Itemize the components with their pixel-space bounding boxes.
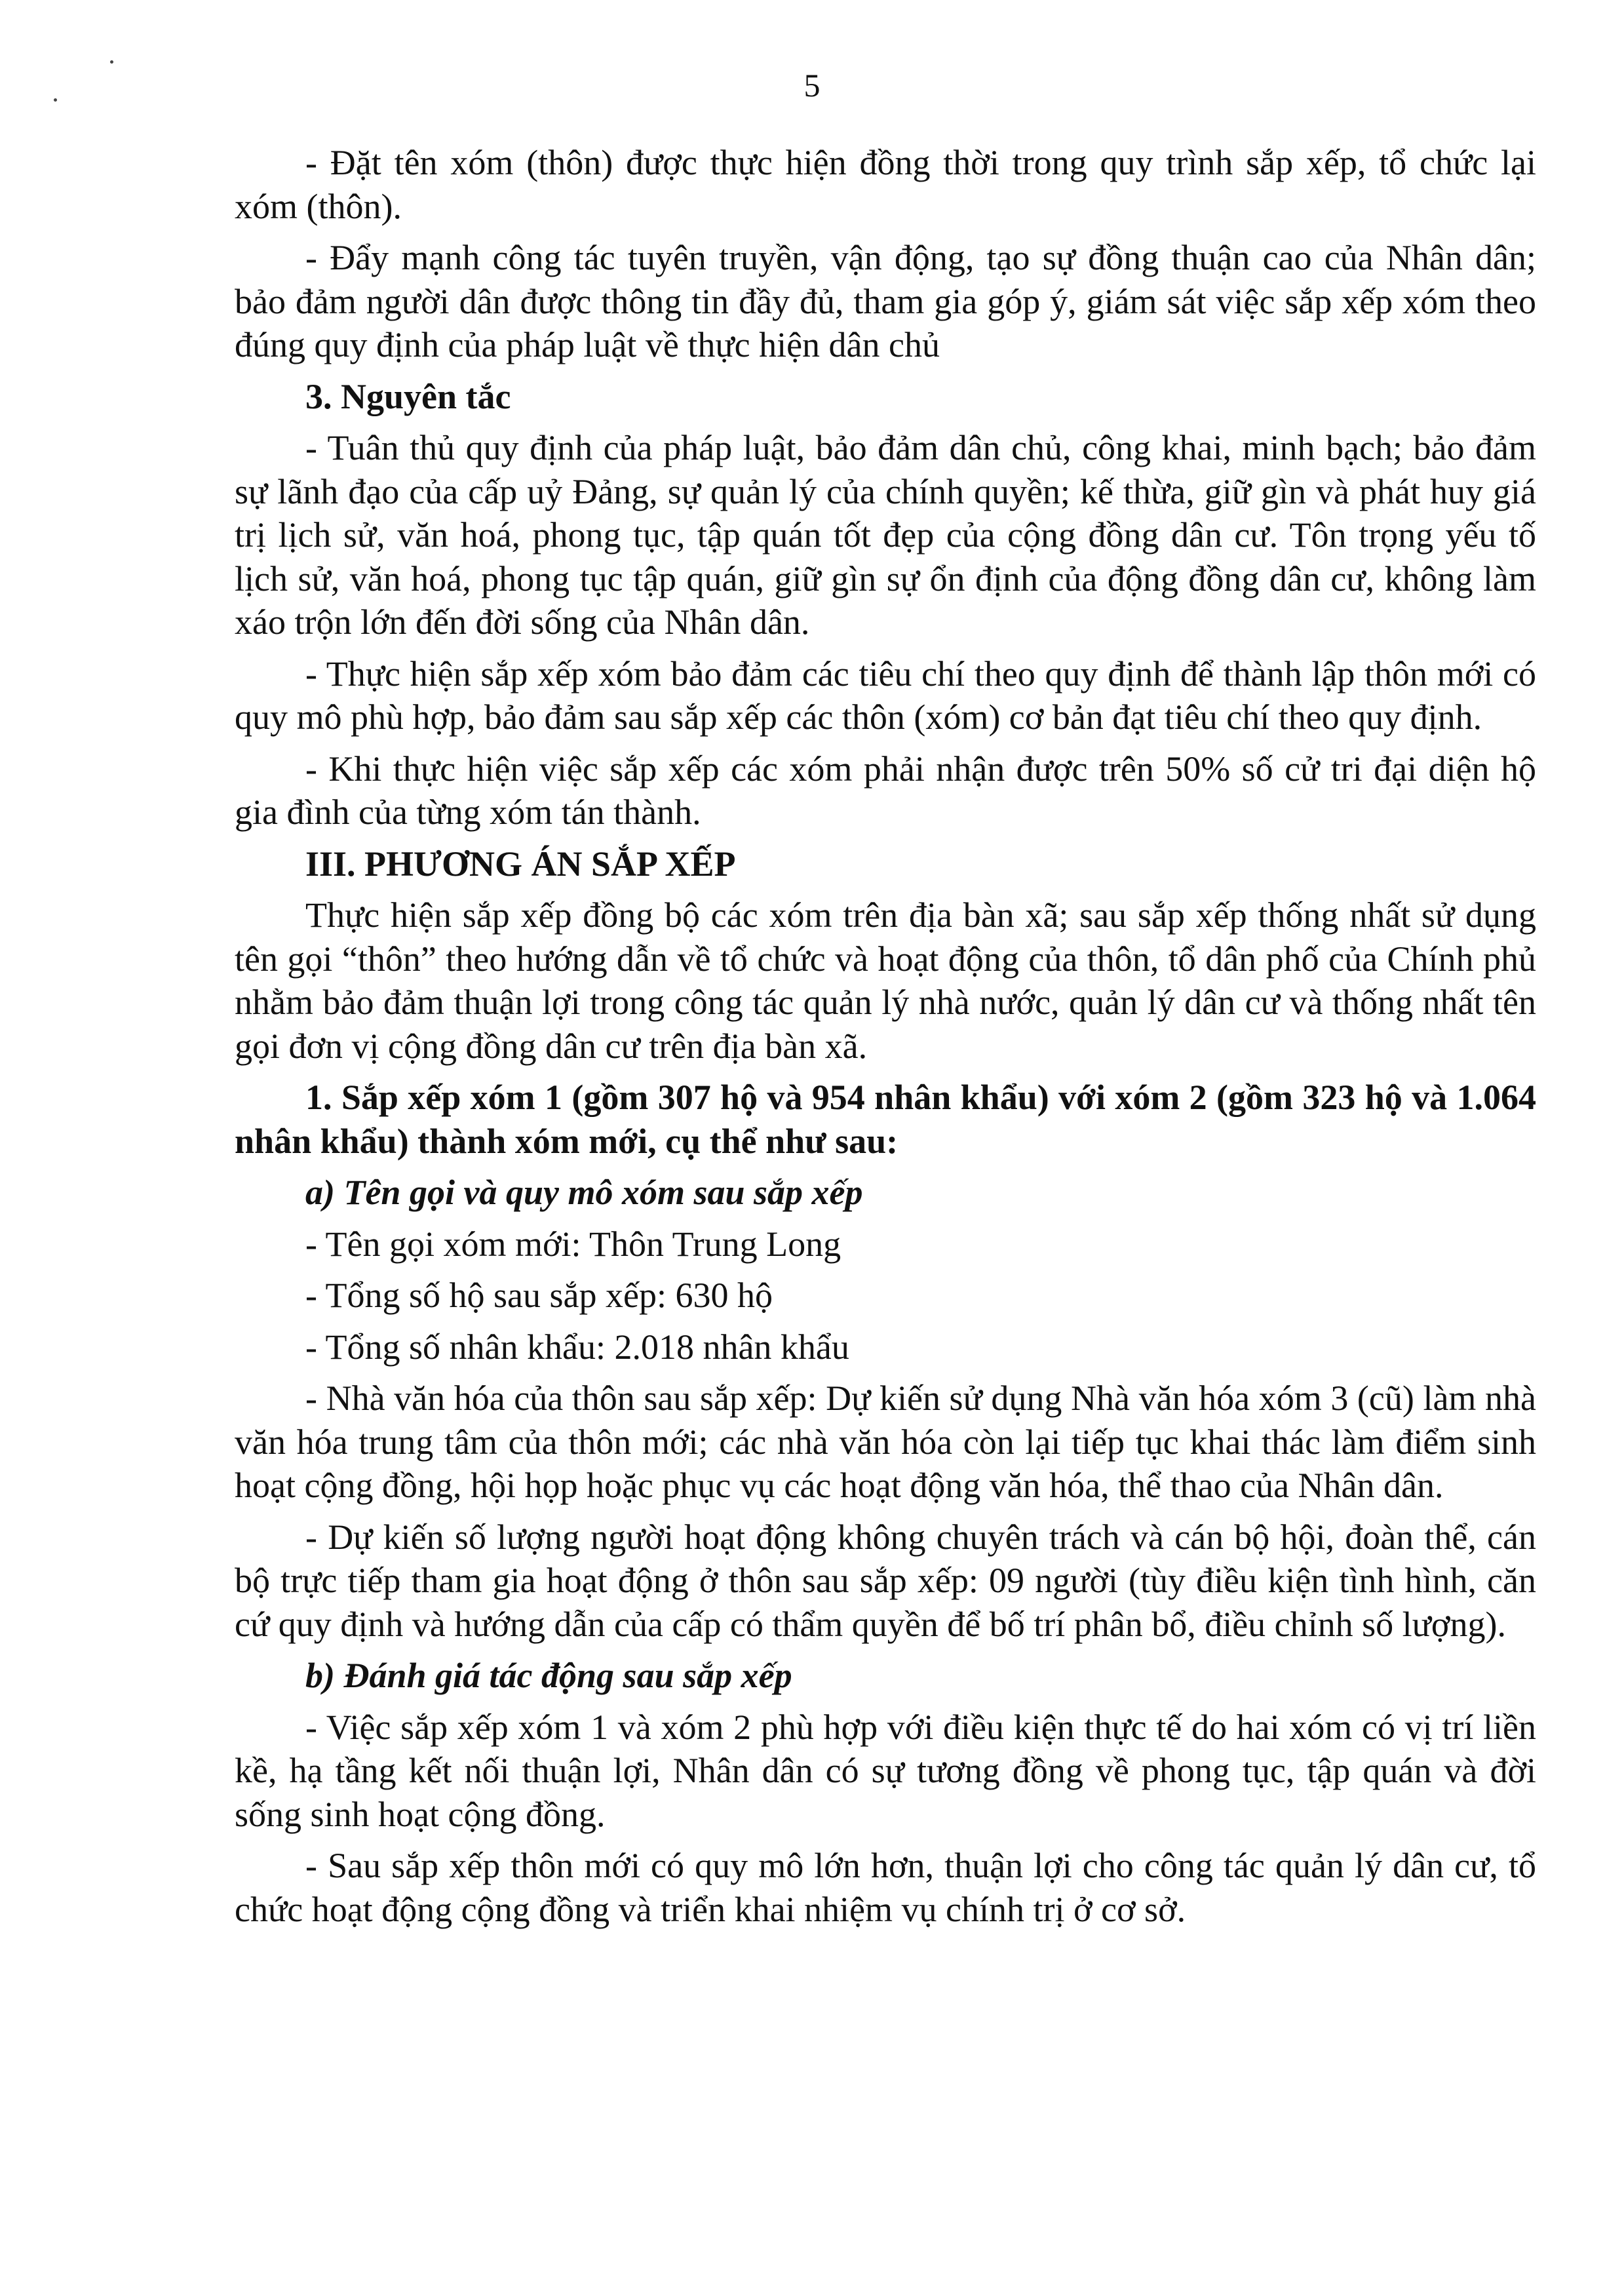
paragraph-criteria: - Thực hiện sắp xếp xóm bảo đảm các tiêu chí theo quy định để thành lập thôn mới có quy mô phù hợp, bảo đảm sau sắp xếp các thôn (xóm) cơ bản đạt tiêu chí theo quy định. [235, 654, 1536, 737]
page-number: 5 [803, 67, 821, 104]
section-heading-plan: III. PHƯƠNG ÁN SẮP XẾP [305, 844, 736, 884]
paragraph-population: - Tổng số nhân khẩu: 2.018 nhân khẩu [305, 1327, 849, 1367]
paragraph-impact-suitability: - Việc sắp xếp xóm 1 và xóm 2 phù hợp với điều kiện thực tế do hai xóm có vị trí liền kề, hạ tầng kết nối thuận lợi, Nhân dân có sự tương đồng về phong tục, tập quán và đời sống sinh hoạt cộng đồng. [235, 1707, 1536, 1834]
paragraph-compliance: - Tuân thủ quy định của pháp luật, bảo đảm dân chủ, công khai, minh bạch; bảo đảm sự lãnh đạo của cấp uỷ Đảng, sự quản lý của chính quyền; kế thừa, giữ gìn và phát huy giá trị lịch sử, văn hoá, phong tục, tập quán tốt đẹp của cộng đồng dân cư. Tôn trọng yếu tố lịch sử, văn hoá, phong tục tập quán, giữ gìn sự ổn định của động đồng dân cư, không làm xáo trộn lớn đến đời sống của Nhân dân. [235, 428, 1536, 642]
paragraph-naming: - Đặt tên xóm (thôn) được thực hiện đồng thời trong quy trình sắp xếp, tổ chức lại xóm (thôn). [235, 143, 1536, 226]
paragraph-propaganda: - Đẩy mạnh công tác tuyên truyền, vận động, tạo sự đồng thuận cao của Nhân dân; bảo đảm người dân được thông tin đầy đủ, tham gia góp ý, giám sát việc sắp xếp xóm theo đúng quy định của pháp luật về thực hiện dân chủ [235, 238, 1536, 364]
paragraph-cultural-house: - Nhà văn hóa của thôn sau sắp xếp: Dự kiến sử dụng Nhà văn hóa xóm 3 (cũ) làm nhà văn hóa trung tâm của thôn mới; các nhà văn hóa còn lại tiếp tục khai thác làm điểm sinh hoạt cộng đồng, hội họp hoặc phục vụ các hoạt động văn hóa, thể thao của Nhân dân. [235, 1378, 1536, 1505]
item-heading-name-scale: a) Tên gọi và quy mô xóm sau sắp xếp [305, 1173, 863, 1212]
paragraph-voter-approval: - Khi thực hiện việc sắp xếp các xóm phải nhận được trên 50% số cử tri đại diện hộ gia đình của từng xóm tán thành. [235, 749, 1536, 832]
paragraph-impact-scale: - Sau sắp xếp thôn mới có quy mô lớn hơn, thuận lợi cho công tác quản lý dân cư, tổ chức hoạt động cộng đồng và triển khai nhiệm vụ chính trị ở cơ sở. [235, 1846, 1536, 1929]
section-heading-principles: 3. Nguyên tắc [305, 376, 511, 416]
paragraph-plan-intro: Thực hiện sắp xếp đồng bộ các xóm trên địa bàn xã; sau sắp xếp thống nhất sử dụng tên gọi “thôn” theo hướng dẫn về tổ chức và hoạt động của thôn, tổ dân phố của Chính phủ nhằm bảo đảm thuận lợi trong công tác quản lý nhà nước, quản lý dân cư và thống nhất tên gọi đơn vị cộng đồng dân cư trên địa bàn xã. [235, 895, 1536, 1066]
document-body [235, 141, 1536, 1939]
scan-speck [110, 60, 113, 64]
subsection-heading-merge: 1. Sắp xếp xóm 1 (gồm 307 hộ và 954 nhân khẩu) với xóm 2 (gồm 323 hộ và 1.064 nhân khẩu) thành xóm mới, cụ thể như sau: [235, 1078, 1536, 1161]
item-heading-impact: b) Đánh giá tác động sau sắp xếp [305, 1656, 792, 1695]
paragraph-new-name: - Tên gọi xóm mới: Thôn Trung Long [305, 1224, 841, 1264]
paragraph-staffing: - Dự kiến số lượng người hoạt động không chuyên trách và cán bộ hội, đoàn thể, cán bộ trực tiếp tham gia hoạt động ở thôn sau sắp xếp: 09 người (tùy điều kiện tình hình, căn cứ quy định và hướng dẫn của cấp có thẩm quyền để bố trí phân bổ, điều chỉnh số lượng). [235, 1517, 1536, 1644]
paragraph-households: - Tổng số hộ sau sắp xếp: 630 hộ [305, 1276, 773, 1315]
